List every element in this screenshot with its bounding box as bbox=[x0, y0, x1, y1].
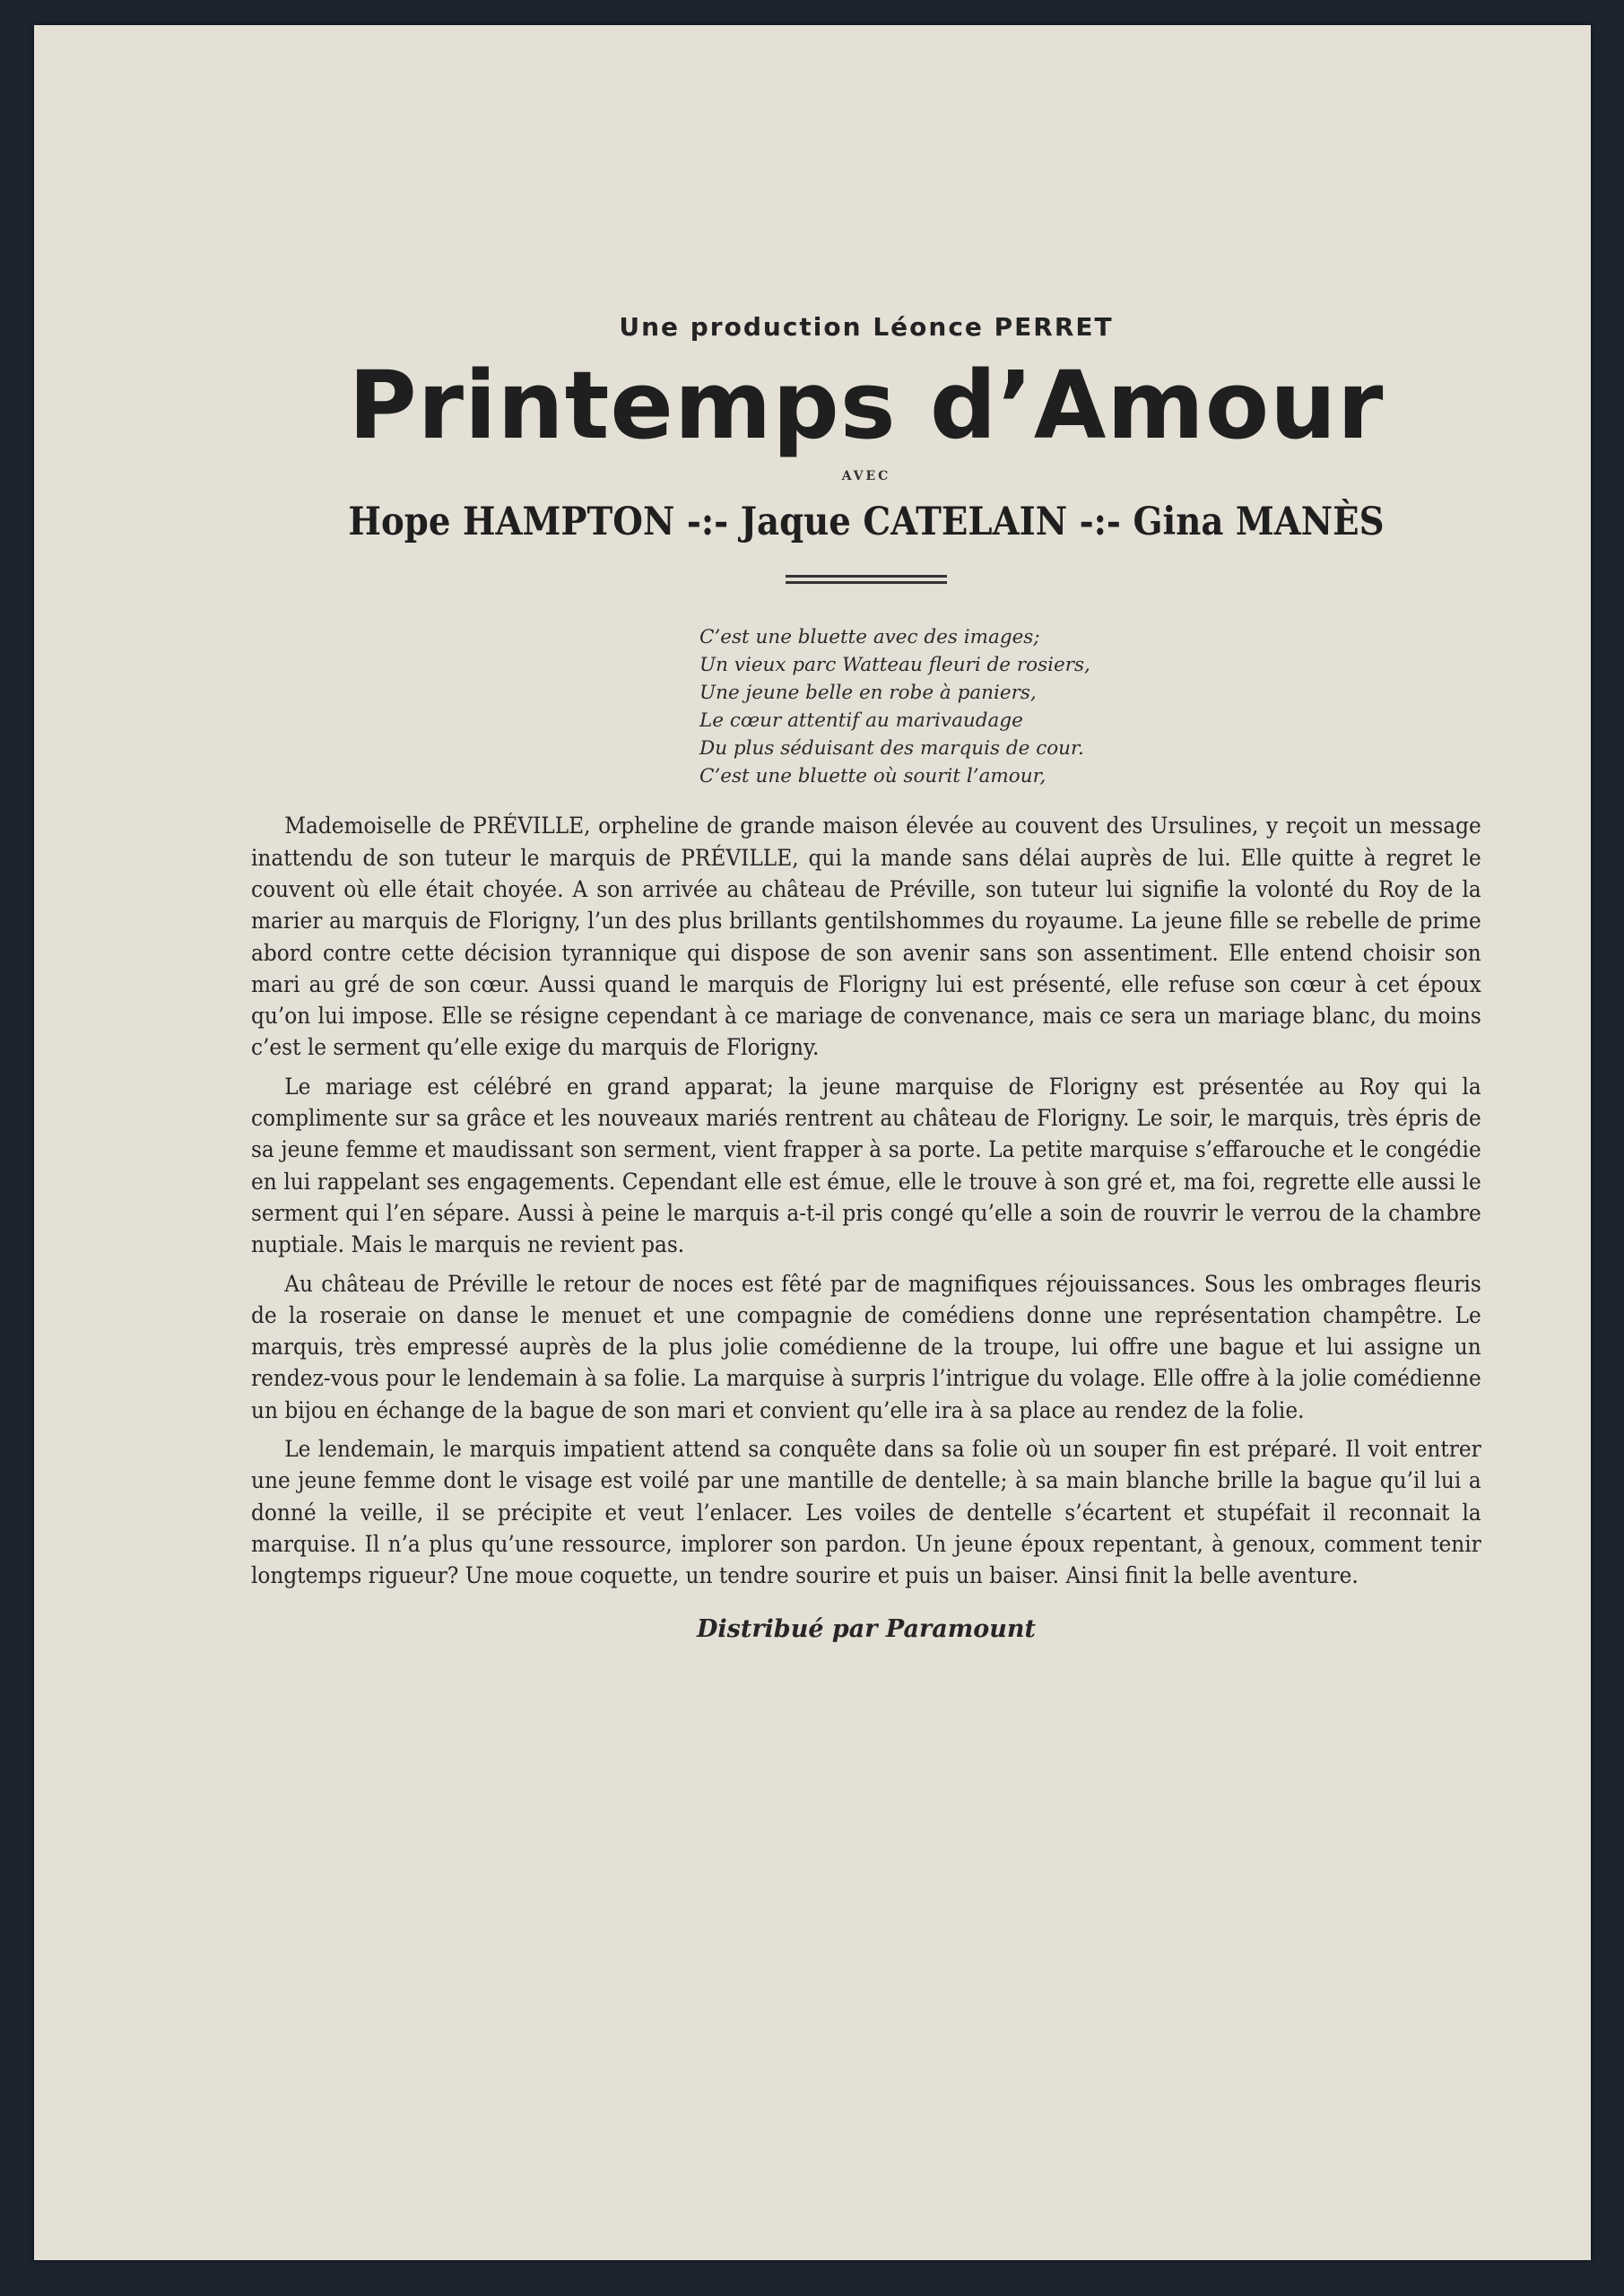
synopsis-paragraph: Le mariage est célébré en grand apparat; la jeune marquise de Florigny est présentée au Roy qui la complimente sur sa grâce et les nouveaux mariés rentrent au château de Florigny. Le soir, le marquis, très épris de sa jeune femme et maudissant son serment, vient frapper à sa porte. La petite marquise s’effarouche et le congédie en lui rappelant ses engagements. Cependant elle est émue, elle le trouve à son gré et, ma foi, regrette elle aussi le serment qui l’en sépare. Aussi à peine le marquis a-t-il pris congé qu’elle a soin de rouvrir le verrou de la chambre nuptiale. Mais le marquis ne revient pas. bbox=[251, 1073, 1481, 1258]
poem-line: Un vieux parc Watteau fleuri de rosiers, bbox=[699, 654, 1090, 677]
poem-line: C’est une bluette avec des images; bbox=[699, 626, 1040, 649]
document-content bbox=[251, 312, 1481, 1643]
poem-line: Une jeune belle en robe à paniers, bbox=[699, 682, 1037, 705]
film-title: Printemps d’Amour bbox=[348, 351, 1385, 460]
poem-block bbox=[699, 623, 1481, 790]
poem-line: Du plus séduisant des marquis de cour. bbox=[699, 737, 1084, 761]
synopsis-paragraph: Le lendemain, le marquis impatient attend sa conquête dans sa folie où un souper fin est préparé. Il voit entrer une jeune femme dont le visage est voilé par une mantille de dentelle; à sa main blanche brille la bague qu’il lui a donné la veille, il se précipite et veut l’enlacer. Les voiles de dentelle s’écartent et stupéfait il reconnait la marquise. Il n’a plus qu’une ressource, implorer son pardon. Un jeune époux repentant, à genoux, comment tenir longtemps rigueur? Une moue coquette, un tendre sourire et puis un baiser. Ainsi finit la belle aventure. bbox=[251, 1436, 1481, 1589]
synopsis-body bbox=[251, 810, 1481, 1591]
synopsis-paragraph: Au château de Préville le retour de noces est fêté par de magnifiques réjouissances. Sous les ombrages fleuris de la roseraie on danse le menuet et une compagnie de comédiens donne une représentation champêtre. Le marquis, très empressé auprès de la plus jolie comédienne de la troupe, lui offre une bague et lui assigne un rendez-vous pour le lendemain à sa folie. La marquise à surpris l’intrigue du volage. Elle offre à la jolie comédienne un bijou en échange de la bague de son mari et convient qu’elle ira à sa place au rendez de la folie. bbox=[251, 1270, 1481, 1423]
avec-label: AVEC bbox=[841, 469, 891, 484]
poem-line: C’est une bluette où sourit l’amour, bbox=[699, 765, 1046, 788]
distributor-credit: Distribué par Paramount bbox=[696, 1614, 1036, 1643]
synopsis-paragraph: Mademoiselle de PRÉVILLE, orpheline de grande maison élevée au couvent des Ursulines, y reçoit un message inattendu de son tuteur le marquis de PRÉVILLE, qui la mande sans délai auprès de lui. Elle quitte à regret le couvent où elle était choyée. A son arrivée au château de Préville, son tuteur lui signifie la volonté du Roy de la marier au marquis de Florigny, l’un des plus brillants gentilshommes du royaume. La jeune fille se rebelle de prime abord contre cette décision tyrannique qui dispose de son avenir sans son assentiment. Elle entend choisir son mari au gré de son cœur. Aussi quand le marquis de Florigny lui est présenté, elle refuse son cœur à cet époux qu’on lui impose. Elle se résigne cependant à ce mariage de convenance, mais ce sera un mariage blanc, du moins c’est le serment qu’elle exige du marquis de Florigny. bbox=[251, 813, 1481, 1061]
poem-line: Le cœur attentif au marivaudage bbox=[699, 709, 1023, 733]
cast-line: Hope HAMPTON -:- Jaque CATELAIN -:- Gina MANÈS bbox=[348, 500, 1385, 545]
double-rule-divider bbox=[786, 575, 947, 584]
production-line: Une production Léonce PERRET bbox=[619, 312, 1114, 342]
paper-sheet bbox=[34, 25, 1591, 2260]
